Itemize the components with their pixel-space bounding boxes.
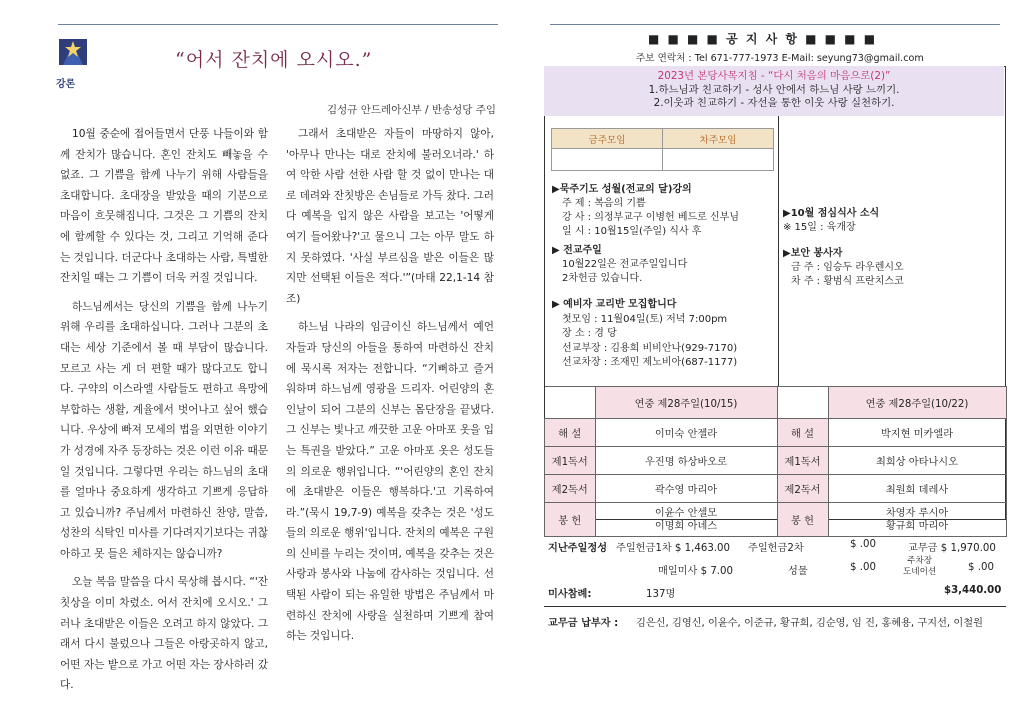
duty-cell: 최원희 데레사 <box>828 475 1006 503</box>
altar-server-notice <box>783 247 904 289</box>
paragraph: 10월 중순에 접어들면서 단풍 나들이와 함께 잔치가 많습니다. 혼인 잔치도 빼놓을 수 없죠. 그 기쁨을 함께 나누기 위해 사람들을 초대합니다. 초대장을 받았을 때의 기분으로 마음이 흐뭇해집니다. 그것은 그 기쁨의 잔치에 함께할 수 있다는 것, 그리고 기억해 준다는 것입니다. 더군다나 초대하는 사람, 특별한 잔치일 때는 그 기쁨이 더욱 커질 것입니다. <box>60 128 268 285</box>
paragraph: 그래서 초대받은 자들이 마땅하지 않아, '아무나 만나는 대로 잔치에 불러오너라.' 하여 악한 사람 선한 사람 할 것 없이 만나는 대로 데려와 잔칫방은 손님들로 가득 찼다. 그러다 예복을 입지 않은 사람을 보고는 '어떻게 여기 들어왔나?'고 물으니 그는 아무 말도 하지 못하였다. '사실 부르심을 받은 이들은 많지만 선택된 이들은 적다.'”(마태 22,1-14 참조) <box>286 128 494 305</box>
lunch-notice <box>783 207 879 235</box>
corner-cell <box>777 387 828 419</box>
homily-title: “어서 잔치에 오시오.” <box>175 49 373 71</box>
paragraph: 하느님께서는 당신의 기쁨을 함께 나누기 위해 우리를 초대하십니다. 그러나 그분의 초대는 세상 기준에서 볼 때 부담이 많습니다. 모르고 사는 게 더 편할 때가 많다고도 합니다. 구약의 이스라엘 사람들도 편하고 욕망에 부합하는 생활, 계율에서 벗어나고 싶어 했습니다. 우상에 빠져 모세의 법을 외면한 이야기가 성경에 자주 등장하는 것은 이런 이유 때문일 것입니다. 그렇다면 우리는 하느님의 초대를 얼마나 중요하게 생각하고 기쁘게 응답하고 있습니까? 주님께서 마련하신 찬양, 말씀, 성찬의 식탁인 미사를 기다려지기보다는 귀찮아하고 못 들은 체하지는 않습니까? <box>60 300 268 560</box>
liturgy-duty-table <box>544 386 1007 537</box>
this-week-cell <box>552 149 663 171</box>
tithe-value: 교무금 $ 1,970.00 <box>908 543 996 554</box>
tithe-donors-list: 김은신, 김영신, 이윤수, 이준규, 황규희, 김순영, 임 진, 홍혜용, 구지선, 이철원 <box>636 618 983 629</box>
mission-line: 2차헌금 있습니다. <box>562 273 643 284</box>
theme-line: 2.이웃과 친교하기 - 자선을 통한 이웃 사랑 실천하기. <box>653 97 895 109</box>
paragraph: 하느님 나라의 임금이신 하느님께서 예언자들과 당신의 아들을 통하여 마련하신 잔치에 묵시록 저자는 전합니다. “기뻐하고 즐거워하며 하느님께 영광을 드리자. 어린양의 혼인날이 되어 그분의 신부는 몸단장을 끝냈다. 그 신부는 빛나고 깨끗한 고운 아마포 옷을 입는 특권을 받았다.” 고운 아마포 옷은 성도들의 의로운 행위입니다. “'어린양의 혼인 잔치에 초대받은 이들은 행복하다.'고 기록하여라.”(묵시 19,7-9) 예복을 갖추는 것은 '성도들의 의로운 행위'입니다. 잔치의 예복은 구원의 신비를 누리는 것이며, 예복을 갖추는 것은 사랑과 봉사와 나눔에 감사하는 것입니다. 선택된 사람이 되는 유일한 방법은 주님께서 마련하신 잔치에 사랑을 실천하며 기쁘게 참여하는 것입니다. <box>286 321 494 643</box>
mission-sunday-notice <box>552 244 687 286</box>
catechism-line: 선교차장 : 조재민 제노비아(687-1177) <box>562 357 738 368</box>
catechism-heading: ▶ 예비자 교리반 모집합니다 <box>552 299 677 310</box>
logo-label: 강론 <box>56 79 76 90</box>
homily-author: 김성규 안드레아신부 / 반송성당 주임 <box>327 104 497 116</box>
catechism-notice <box>552 298 737 371</box>
offering-first: 주일헌금1차 $ 1,463.00 <box>616 543 731 554</box>
duty-cell: 우진명 하상바오로 <box>595 447 777 475</box>
bulletin-contact: 주보 연락처 : Tel 671-777-1973 E-Mail: seyung73@gmail.com <box>636 53 924 64</box>
duty-cell: 박지현 미카엘라 <box>828 419 1006 447</box>
next-week-header: 차주모임 <box>663 129 774 149</box>
homily-column-1 <box>60 124 268 704</box>
next-week-cell <box>663 149 774 171</box>
donation-label: 도네이션 <box>903 566 937 577</box>
duty-cell: 이미숙 안젤라 <box>595 419 777 447</box>
catechism-line: 첫모임 : 11월04일(토) 저녁 7:00pm <box>562 313 728 325</box>
paragraph: 오늘 복음 말씀을 다시 묵상해 봅시다. “'잔칫상을 이미 차렸소. 어서 잔치에 오시오.' 그러나 초대받은 이들은 오려고 하지 않았다. 그래서 다시 불렀으나 그들은 아랑곳하지 않고, 어떤 자는 밭으로 가고 어떤 자는 장사하러 갔다. <box>60 576 268 692</box>
corner-cell <box>545 387 596 419</box>
total-offering: $3,440.00 <box>944 585 1002 596</box>
role-label: 제1독서 <box>777 447 828 475</box>
lecture-heading: ▶묵주기도 성월(전교의 달)강의 <box>552 184 692 195</box>
lunch-heading: ▶10월 점심식사 소식 <box>783 208 880 219</box>
lecture-line: 강 사 : 의정부교구 이병헌 베드로 신부님 <box>562 212 740 223</box>
role-label: 제2독서 <box>545 475 596 503</box>
role-label: 해 설 <box>777 419 828 447</box>
catechism-line: 장 소 : 경 당 <box>562 328 617 339</box>
theme-title: 2023년 본당사목지침 - “다시 처음의 마음으로(2)” <box>657 70 891 82</box>
role-label: 해 설 <box>545 419 596 447</box>
pastoral-theme <box>544 66 1004 116</box>
altar-heading: ▶보안 봉사자 <box>783 248 843 259</box>
daily-mass-offering: 매일미사 $ 7.00 <box>658 566 734 577</box>
role-label: 봉 헌 <box>545 503 596 537</box>
tithe-donors-label: 교무금 납부자 : <box>548 618 619 629</box>
mass-attendance-value: 137명 <box>646 589 676 600</box>
altar-line: 금 주 : 임승두 라우렌시오 <box>791 262 904 273</box>
duty-cell: 이윤수 안셀모 이명희 아녜스 <box>595 503 777 537</box>
duty-cell: 곽수영 마리아 <box>595 475 777 503</box>
this-week-header: 금주모임 <box>552 129 663 149</box>
prayer-group-table <box>551 128 774 171</box>
duty-cell: 최희상 아타나시오 <box>828 447 1006 475</box>
role-label: 제1독서 <box>545 447 596 475</box>
column-divider <box>778 116 779 386</box>
lecture-line: 주 제 : 복음의 기쁨 <box>562 198 646 209</box>
week-header: 연중 제28주일(10/22) <box>828 387 1006 419</box>
altar-line: 차 주 : 황범식 프란치스코 <box>791 276 904 287</box>
mission-line: 10월22일은 전교주일입니다 <box>562 259 688 270</box>
offering-second-value: $ .00 <box>850 539 876 550</box>
role-label: 봉 헌 <box>777 503 828 537</box>
parking-label: 주차장 <box>907 556 933 566</box>
lunch-line: ※ 15일 : 육개장 <box>783 222 856 233</box>
offering-second-label: 주일헌금2차 <box>748 543 804 554</box>
offering-label: 지난주일정성 <box>548 543 608 554</box>
mass-attendance-label: 미사참례: <box>548 589 592 600</box>
homily-column-2 <box>286 124 494 655</box>
theme-line: 1.하느님과 친교하기 - 성사 안에서 하느님 사랑 느끼기. <box>648 83 900 96</box>
top-rule-right <box>550 24 1000 25</box>
lecture-line: 일 시 : 10월15일(주일) 식사 후 <box>562 226 702 237</box>
finance-divider <box>544 606 1006 607</box>
lecture-notice <box>552 183 739 239</box>
church-logo-icon <box>58 38 88 76</box>
notice-title: ■ ■ ■ ■ 공 지 사 항 ■ ■ ■ ■ <box>648 32 878 46</box>
top-rule-left <box>58 24 498 25</box>
parking-donation-label <box>903 556 936 577</box>
parking-donation-value: $ .00 <box>968 562 994 573</box>
mission-heading: ▶ 전교주일 <box>552 245 602 256</box>
week-header: 연중 제28주일(10/15) <box>595 387 777 419</box>
goods-label: 성물 <box>788 566 808 577</box>
goods-value: $ .00 <box>850 562 876 573</box>
role-label: 제2독서 <box>777 475 828 503</box>
duty-cell: 차영자 루시아 황규희 마리아 <box>828 503 1006 537</box>
catechism-line: 선교부장 : 김용희 비비안나(929-7170) <box>562 342 738 354</box>
